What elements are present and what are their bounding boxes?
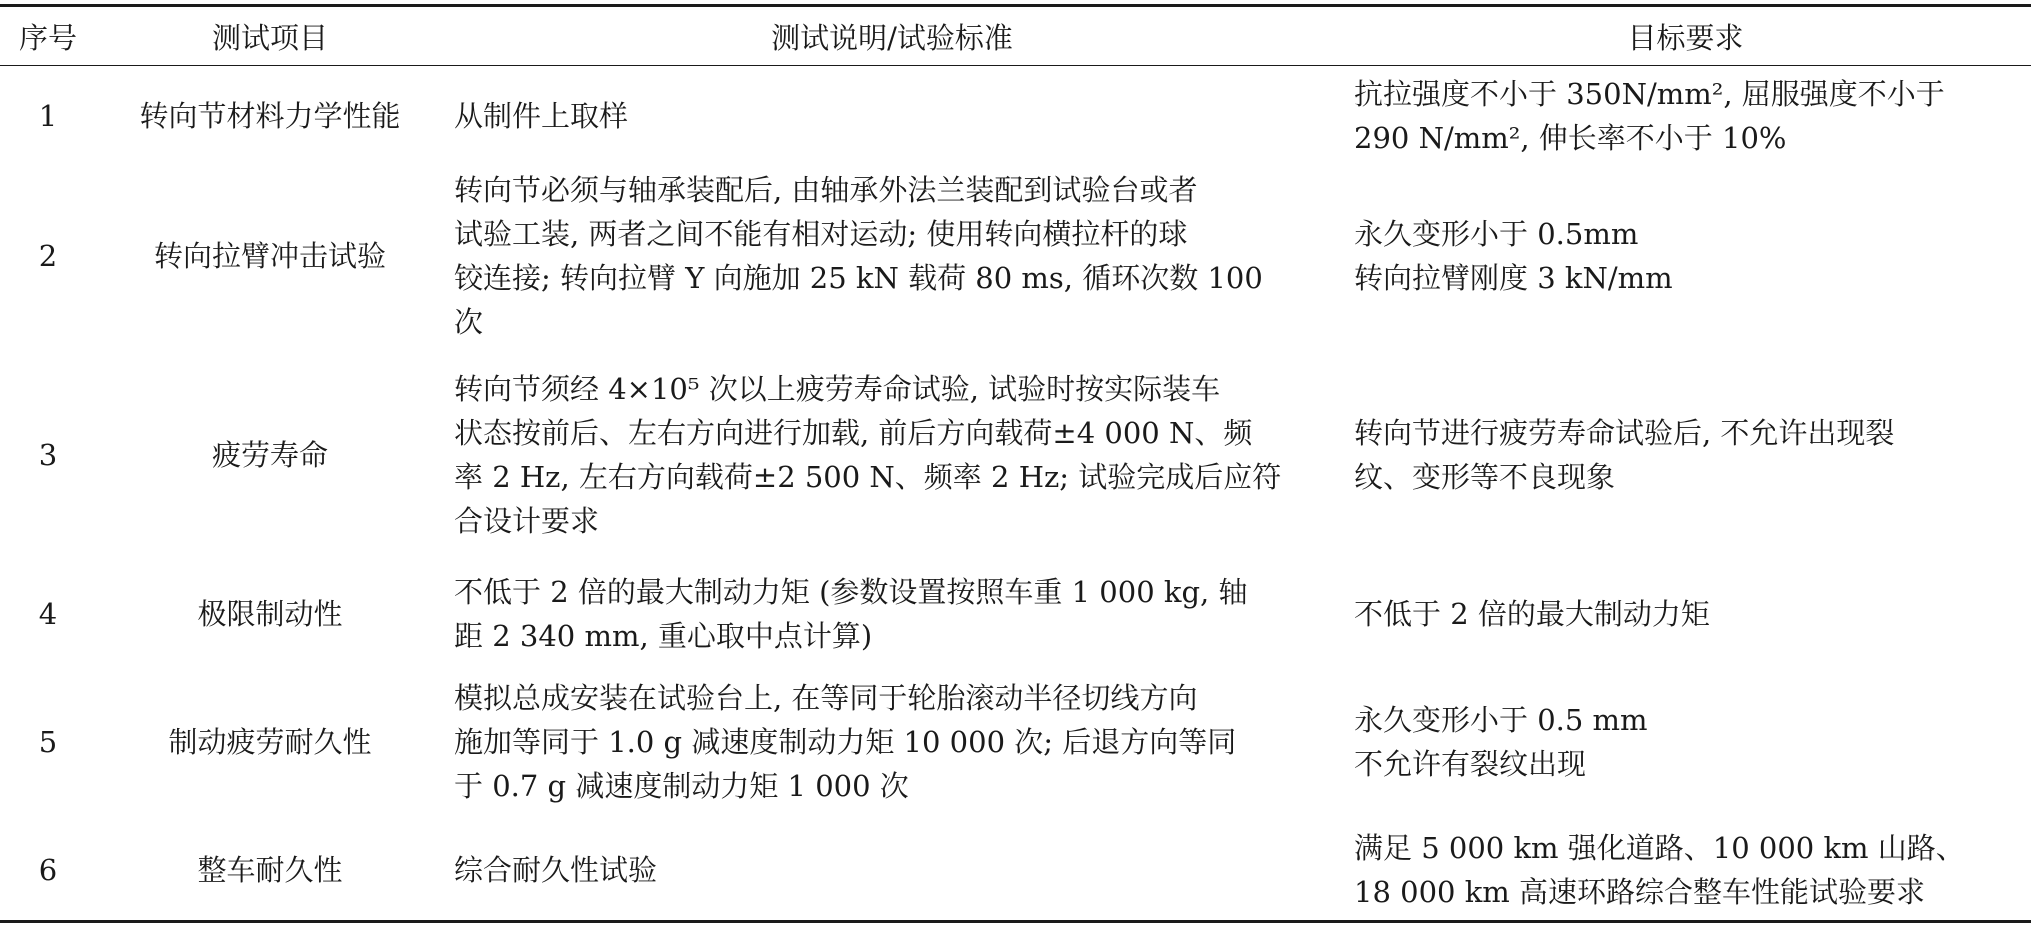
- table-row: [0, 66, 2031, 167]
- table-row: [0, 166, 2031, 346]
- target-line: 转向节进行疲劳寿命试验后, 不允许出现裂: [1354, 416, 1895, 450]
- target-line: 抗拉强度不小于 350N/mm², 屈服强度不小于: [1354, 77, 1945, 111]
- row-target: [1340, 346, 2031, 564]
- row-index: 5: [38, 725, 58, 759]
- row-description: [444, 564, 1340, 664]
- target-line: 不低于 2 倍的最大制动力矩: [1354, 597, 1710, 631]
- row-index: 4: [38, 597, 58, 631]
- description-line: 转向节必须与轴承装配后, 由轴承外法兰装配到试验台或者: [454, 173, 1198, 207]
- row-description: [444, 66, 1340, 167]
- table-row: [0, 564, 2031, 664]
- row-target: [1340, 820, 2031, 922]
- description-line: 于 0.7 g 减速度制动力矩 1 000 次: [454, 769, 909, 803]
- description-line: 率 2 Hz, 左右方向载荷±2 500 N、频率 2 Hz; 试验完成后应符: [454, 460, 1282, 494]
- description-line: 试验工装, 两者之间不能有相对运动; 使用转向横拉杆的球: [454, 217, 1188, 251]
- row-description: [444, 664, 1340, 820]
- target-line: 满足 5 000 km 强化道路、10 000 km 山路、: [1354, 831, 1965, 865]
- row-target: [1340, 66, 2031, 167]
- test-requirements-table: [0, 4, 2031, 923]
- row-target: [1340, 564, 2031, 664]
- row-description: [444, 346, 1340, 564]
- description-line: 合设计要求: [454, 504, 600, 538]
- description-line: 施加等同于 1.0 g 减速度制动力矩 10 000 次; 后退方向等同: [454, 725, 1237, 759]
- description-line: 模拟总成安装在试验台上, 在等同于轮胎滚动半径切线方向: [454, 681, 1198, 715]
- target-line: 不允许有裂纹出现: [1354, 747, 1587, 781]
- description-line: 转向节须经 4×10⁵ 次以上疲劳寿命试验, 试验时按实际装车: [454, 372, 1221, 406]
- target-line: 永久变形小于 0.5mm: [1354, 217, 1639, 251]
- row-description: [444, 166, 1340, 346]
- description-line: 距 2 340 mm, 重心取中点计算): [454, 619, 873, 653]
- row-index: 6: [38, 853, 58, 887]
- row-target: [1340, 166, 2031, 346]
- target-line: 18 000 km 高速环路综合整车性能试验要求: [1354, 875, 1925, 909]
- row-test-item: 转向节材料力学性能: [139, 99, 401, 133]
- header-test-item: 测试项目: [211, 20, 328, 55]
- target-line: 永久变形小于 0.5 mm: [1354, 703, 1648, 737]
- description-line: 不低于 2 倍的最大制动力矩 (参数设置按照车重 1 000 kg, 轴: [454, 575, 1248, 609]
- row-index: 3: [38, 438, 58, 472]
- row-test-item: 极限制动性: [197, 597, 343, 631]
- description-line: 从制件上取样: [454, 99, 629, 133]
- row-test-item: 制动疲劳耐久性: [168, 725, 372, 759]
- description-line: 铰连接; 转向拉臂 Y 向施加 25 kN 载荷 80 ms, 循环次数 100: [454, 261, 1263, 295]
- row-target: [1340, 664, 2031, 820]
- header-target-requirement: 目标要求: [1627, 20, 1744, 55]
- row-test-item: 疲劳寿命: [211, 438, 328, 472]
- description-line: 次: [454, 305, 484, 339]
- table-row: [0, 664, 2031, 820]
- header-index: 序号: [18, 20, 77, 55]
- row-description: [444, 820, 1340, 922]
- table-header-row: [0, 6, 2031, 66]
- target-line: 纹、变形等不良现象: [1354, 460, 1616, 494]
- description-line: 综合耐久性试验: [454, 853, 658, 887]
- row-index: 2: [38, 239, 58, 273]
- target-line: 290 N/mm², 伸长率不小于 10%: [1354, 121, 1787, 155]
- header-test-description: 测试说明/试验标准: [771, 20, 1013, 55]
- description-line: 状态按前后、左右方向进行加载, 前后方向载荷±4 000 N、频: [454, 416, 1253, 450]
- row-test-item: 整车耐久性: [197, 853, 343, 887]
- row-test-item: 转向拉臂冲击试验: [153, 239, 386, 273]
- table-row: [0, 820, 2031, 922]
- target-line: 转向拉臂刚度 3 kN/mm: [1354, 261, 1673, 295]
- row-index: 1: [38, 99, 58, 133]
- table-row: [0, 346, 2031, 564]
